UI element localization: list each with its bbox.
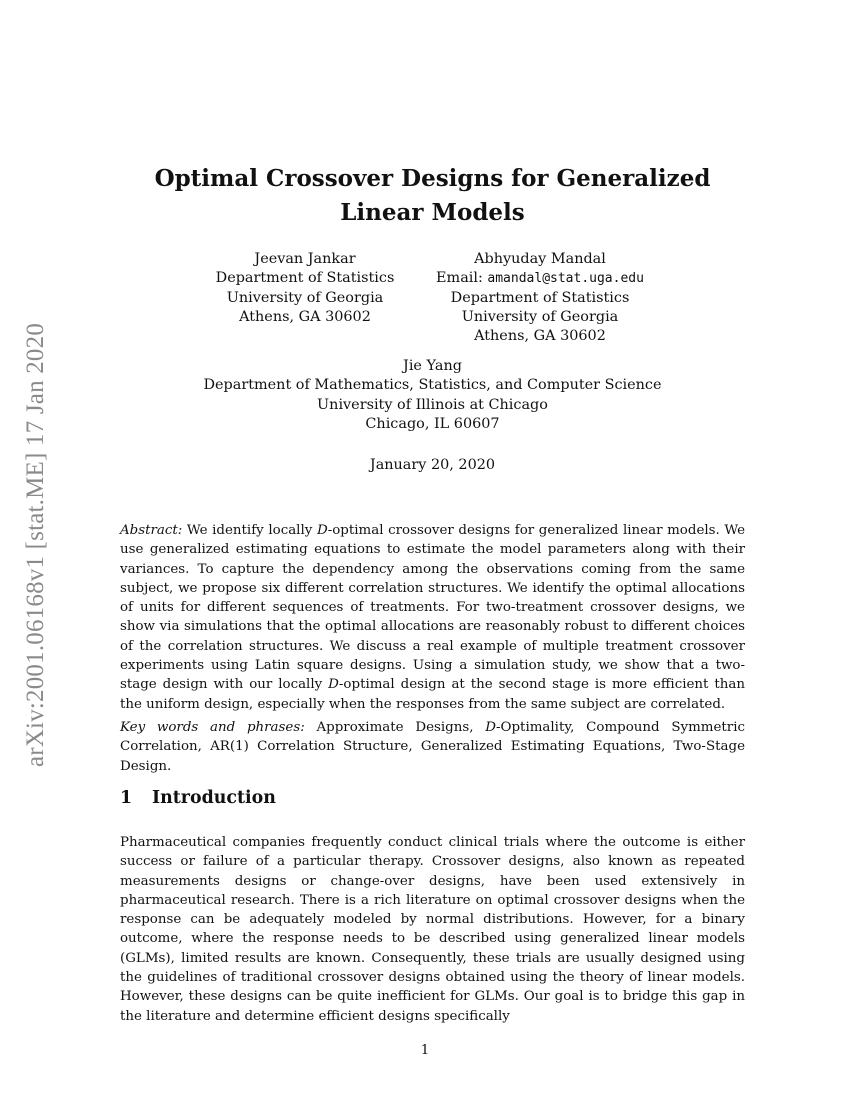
abstract-d-symbol-1: D	[316, 523, 328, 538]
section-title: Introduction	[152, 788, 276, 808]
introduction-paragraph: Pharmaceutical companies frequently conduct clinical trials where the outcome is either success or failure of a particular therapy. Crossover designs, also known as repeated measurements designs or change-over designs, have been used extensively in pharmaceutical research. There is a rich literature on optimal crossover designs when the response can be adequately modeled by normal distributions. However, for a binary outcome, where the response needs to be described using generalized linear models (GLMs), limited results are known. Consequently, these trials are usually designed using the guidelines of traditional crossover designs obtained using the theory of linear models. However, these designs can be quite inefficient for GLMs. Our goal is to bridge this gap in the literature and determine efficient designs specifically	[120, 835, 745, 1024]
author-department: Department of Mathematics, Statistics, and Computer Science	[203, 377, 662, 394]
author-email-line	[410, 269, 670, 288]
author-department: Department of Statistics	[450, 289, 630, 306]
keywords-text-2: -Optimality, Compound Symmetric Correlation, AR(1) Correlation Structure, Generalized Estimating Equations, Two-Stage Design.	[120, 720, 745, 774]
author-university: University of Georgia	[461, 308, 619, 325]
author-email-label: Email:	[436, 270, 488, 287]
author-name: Jie Yang	[403, 358, 462, 374]
paper-title: Optimal Crossover Designs for Generalized Linear Models	[154, 165, 711, 226]
arxiv-identifier	[6, 290, 66, 800]
author-block-jankar	[190, 250, 420, 327]
author-university: University of Illinois at Chicago	[317, 396, 548, 413]
keywords-label: Key words and phrases:	[120, 720, 305, 735]
author-email[interactable]: amandal@stat.uga.edu	[487, 271, 644, 287]
abstract-text-1: We identify locally	[182, 523, 317, 538]
author-university: University of Georgia	[226, 289, 384, 306]
author-block-yang	[120, 357, 745, 434]
author-name: Abhyuday Mandal	[474, 251, 606, 267]
paper-date: January 20, 2020	[369, 457, 496, 473]
section-heading-introduction	[120, 788, 276, 808]
author-location: Chicago, IL 60607	[365, 415, 500, 432]
abstract-text-3: -optimal design at the second stage is more efficient than the uniform design, especially when the responses from the same subject are correlated.	[120, 677, 745, 712]
keywords-text-1: Approximate Designs,	[304, 720, 486, 735]
abstract-d-symbol-2: D	[328, 677, 339, 693]
abstract	[120, 521, 745, 714]
abstract-text-2: -optimal crossover designs for generalized linear models. We use generalized estimating equations to estimate the model parameters along with their variances. To capture the dependency among the observations coming from the same subject, we propose six different correlation structures. We identify the optimal allocations of units for different sequences of treatments. For two-treatment crossover designs, we show via simulations that the optimal allocations are reasonably robust to different choices of the correlation structures. We discuss a real example of multiple treatment crossover experiments using Latin square designs. Using a simulation study, we show that a two-stage design with our locally	[120, 523, 746, 693]
page-number: 1	[420, 1043, 430, 1058]
keywords-d-symbol: D	[485, 720, 496, 735]
author-location: Athens, GA 30602	[474, 328, 606, 345]
keywords	[120, 718, 745, 776]
author-block-mandal	[410, 250, 670, 346]
abstract-label: Abstract:	[120, 523, 183, 538]
author-location: Athens, GA 30602	[239, 308, 371, 325]
author-department: Department of Statistics	[215, 270, 395, 287]
section-number: 1	[120, 788, 133, 808]
author-name: Jeevan Jankar	[254, 251, 356, 267]
arxiv-identifier-text: arXiv:2001.06168v1 [stat.ME] 17 Jan 2020	[22, 322, 49, 768]
